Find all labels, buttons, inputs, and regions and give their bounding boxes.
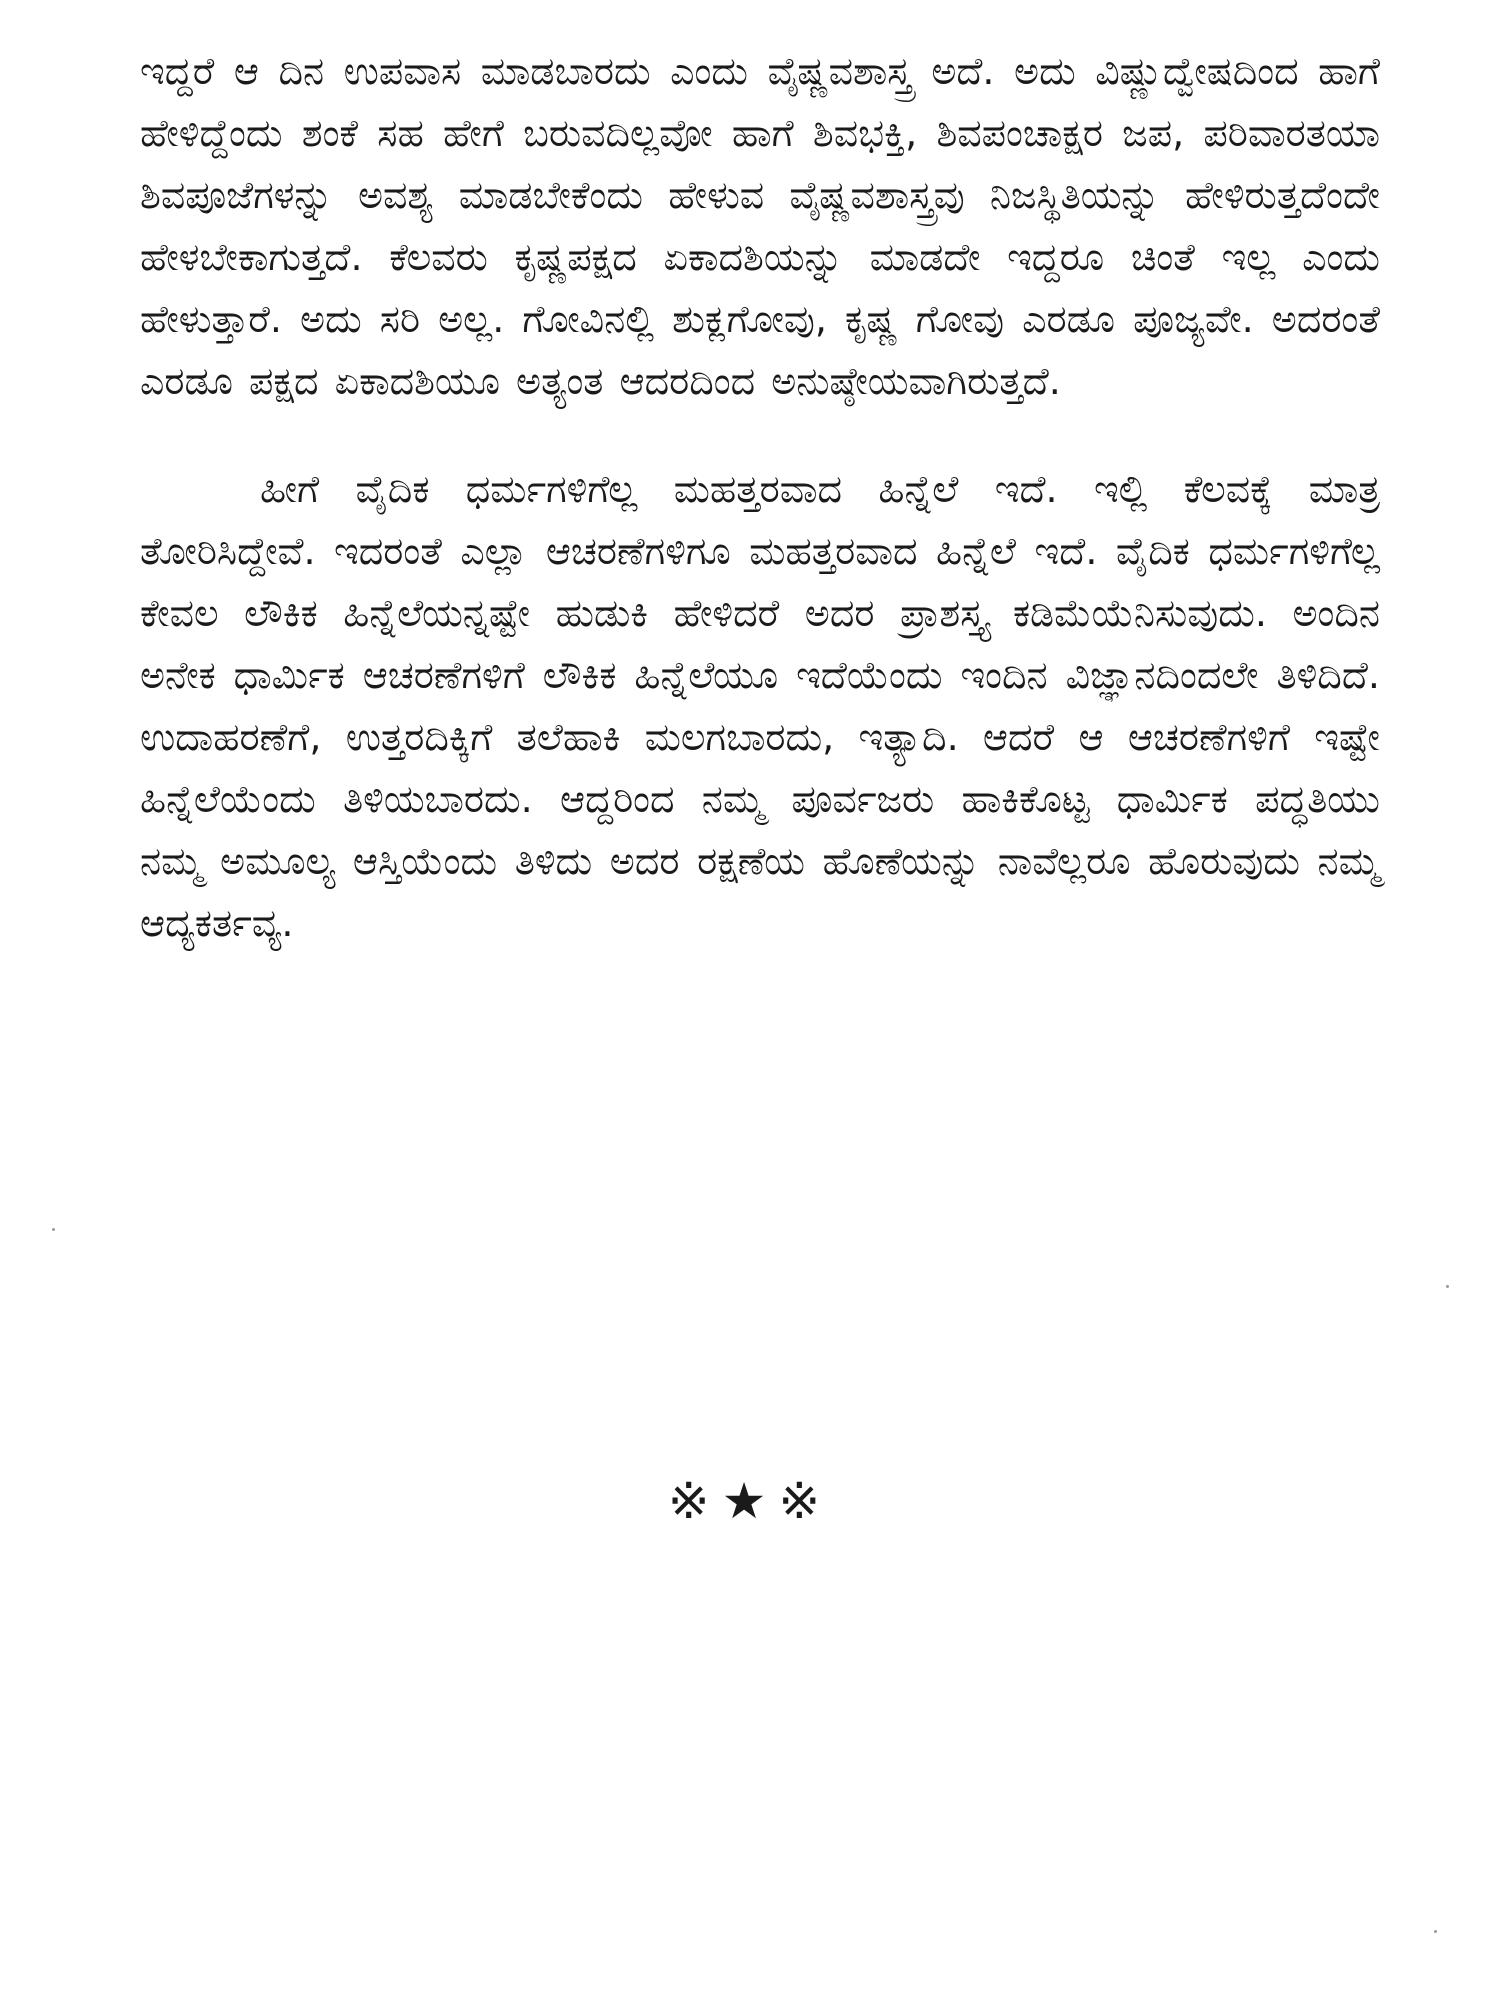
paragraph-1: ಇದ್ದರೆ ಆ ದಿನ ಉಪವಾಸ ಮಾಡಬಾರದು ಎಂದು ವೈಷ್ಣವಶಾಸ್ತ್ರ ಅದೆ. ಅದು ವಿಷ್ಣುದ್ವೇಷದಿಂದ ಹಾಗೆ ಹೇಳಿದ್ದೆಂದು ಶಂಕೆ ಸಹ ಹೇಗೆ ಬರುವದಿಲ್ಲವೋ ಹಾಗೆ ಶಿವಭಕ್ತಿ, ಶಿವಪಂಚಾಕ್ಷರ ಜಪ, ಪರಿವಾರತಯಾ ಶಿವಪೂಜೆಗಳನ್ನು ಅವಶ್ಯ ಮಾಡಬೇಕೆಂದು ಹೇಳುವ ವೈಷ್ಣವಶಾಸ್ತ್ರವು ನಿಜಸ್ಥಿತಿಯನ್ನು ಹೇಳಿರುತ್ತದೆಂದೇ ಹೇಳಬೇಕಾಗುತ್ತದೆ. ಕೆಲವರು ಕೃಷ್ಣಪಕ್ಷದ ಏಕಾದಶಿಯನ್ನು ಮಾಡದೇ ಇದ್ದರೂ ಚಿಂತೆ ಇಲ್ಲ ಎಂದು ಹೇಳುತ್ತಾರೆ. ಅದು ಸರಿ ಅಲ್ಲ. ಗೋವಿನಲ್ಲಿ ಶುಕ್ಲಗೋವು, ಕೃಷ್ಣ ಗೋವು ಎರಡೂ ಪೂಜ್ಯವೇ. ಅದರಂತೆ ಎರಡೂ ಪಕ್ಷದ ಏಕಾದಶಿಯೂ ಅತ್ಯಂತ ಆದರದಿಂದ ಅನುಷ್ಠೇಯವಾಗಿರುತ್ತದೆ.: [140, 49, 1380, 403]
paragraph-2: ಹೀಗೆ ವೈದಿಕ ಧರ್ಮಗಳಿಗೆಲ್ಲ ಮಹತ್ತರವಾದ ಹಿನ್ನೆಲೆ ಇದೆ. ಇಲ್ಲಿ ಕೆಲವಕ್ಕೆ ಮಾತ್ರ ತೋರಿಸಿದ್ದೇವೆ. ಇದರಂತೆ ಎಲ್ಲಾ ಆಚರಣೆಗಳಿಗೂ ಮಹತ್ತರವಾದ ಹಿನ್ನೆಲೆ ಇದೆ. ವೈದಿಕ ಧರ್ಮಗಳಿಗೆಲ್ಲ ಕೇವಲ ಲೌಕಿಕ ಹಿನ್ನೆಲೆಯನ್ನಷ್ಟೇ ಹುಡುಕಿ ಹೇಳಿದರೆ ಅದರ ಪ್ರಾಶಸ್ತ್ಯ ಕಡಿಮೆಯೆನಿಸುವುದು. ಅಂದಿನ ಅನೇಕ ಧಾರ್ಮಿಕ ಆಚರಣೆಗಳಿಗೆ ಲೌಕಿಕ ಹಿನ್ನೆಲೆಯೂ ಇದೆಯೆಂದು ಇಂದಿನ ವಿಜ್ಞಾನದಿಂದಲೇ ತಿಳಿದಿದೆ. ಉದಾಹರಣೆಗೆ, ಉತ್ತರದಿಕ್ಕಿಗೆ ತಲೆಹಾಕಿ ಮಲಗಬಾರದು, ಇತ್ಯಾದಿ. ಆದರೆ ಆ ಆಚರಣೆಗಳಿಗೆ ಇಷ್ಟೇ ಹಿನ್ನೆಲೆಯೆಂದು ತಿಳಿಯಬಾರದು. ಆದ್ದರಿಂದ ನಮ್ಮ ಪೂರ್ವಜರು ಹಾಕಿಕೊಟ್ಟ ಧಾರ್ಮಿಕ ಪದ್ಧತಿಯು ನಮ್ಮ ಅಮೂಲ್ಯ ಆಸ್ತಿಯೆಂದು ತಿಳಿದು ಅದರ ರಕ್ಷಣೆಯ ಹೊಣೆಯನ್ನು ನಾವೆಲ್ಲರೂ ಹೊರುವುದು ನಮ್ಮ ಆದ್ಯಕರ್ತವ್ಯ.: [140, 467, 1380, 945]
section-end-ornament: ※★※: [667, 1472, 833, 1530]
scan-speck: [52, 1228, 55, 1231]
scan-speck: [1446, 1285, 1449, 1288]
document-page: [140, 40, 1380, 954]
scan-speck: [1434, 1930, 1437, 1933]
